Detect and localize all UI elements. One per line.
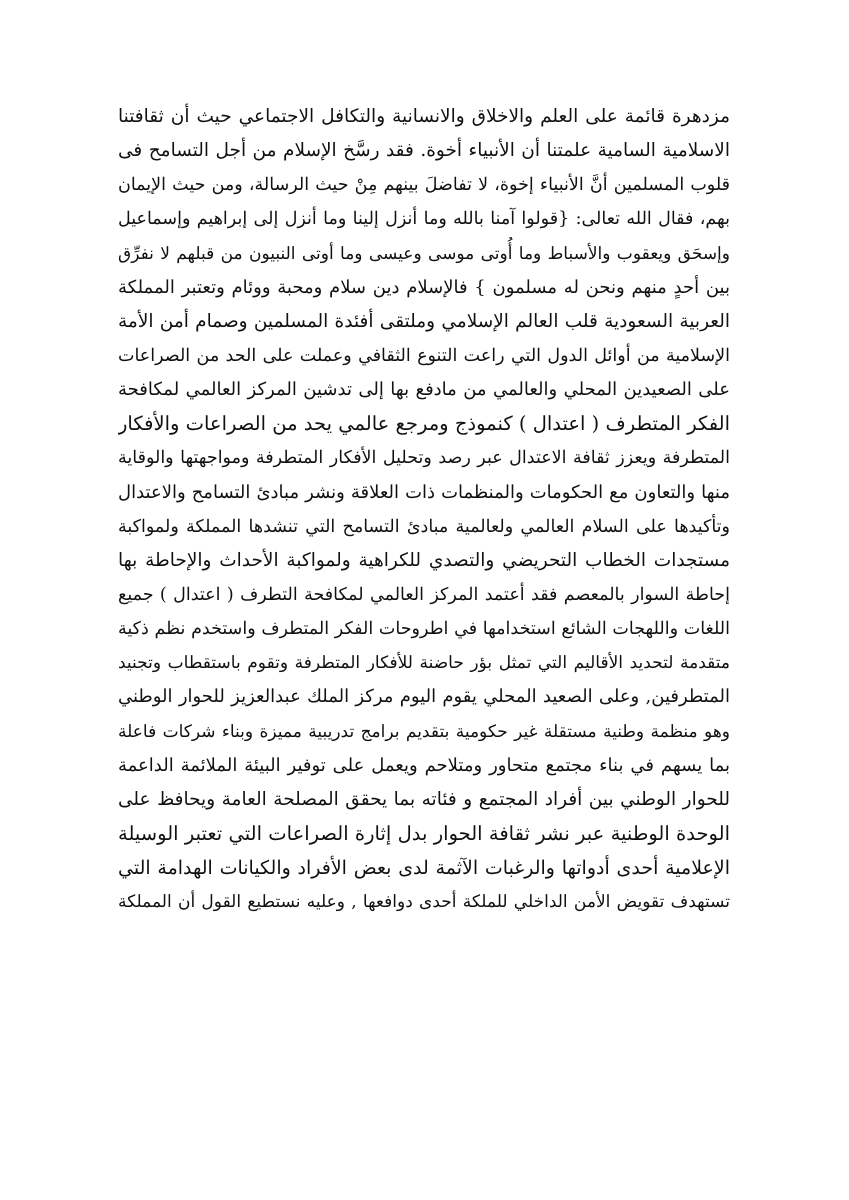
- text-line: الفكر المتطرف ( اعتدال ) كنموذج ومرجع عالمي يحد من الصراعات والأفكار: [118, 412, 730, 436]
- text-line: المتطرفين, وعلى الصعيد المحلي يقوم اليوم مركز الملك عبدالعزيز للحوار الوطني: [118, 686, 730, 708]
- text-line: بما يسهم في بناء مجتمع متحاور ومتلاحم ويعمل على توفير البيئة الملائمة الداعمة: [118, 754, 730, 776]
- text-line: متقدمة لتحديد الأقاليم التي تمثل بؤر حاضنة للأفكار المتطرفة وتقوم باستقطاب وتجنيد: [118, 653, 730, 674]
- text-line: إحاطة السوار بالمعصم فقد أعتمد المركز العالمي لمكافحة التطرف ( اعتدال ) جميع: [118, 584, 730, 605]
- text-line: وإسحَق ويعقوب والأسباط وما أُوتى موسى وعيسى وما أوتى النبيون من قبلهم لا نفرِّق: [118, 243, 730, 264]
- text-line: الوحدة الوطنية عبر نشر ثقافة الحوار بدل إثارة الصراعات التي تعتبر الوسيلة: [118, 821, 730, 845]
- text-line: قلوب المسلمين أنَّ الأنبياء إخوة، لا تفاضلَ بينهم مِنْ حيث الرسالة، ومن حيث الإيمان: [118, 175, 730, 196]
- text-line: اللغات واللهجات الشائع استخدامها في اطروحات الفكر المتطرف واستخدم نظم ذكية: [118, 619, 730, 640]
- text-line: الإعلامية أحدى أدواتها والرغبات الآثمة لدى بعض الأفراد والكيانات الهدامة التي: [118, 857, 730, 880]
- text-line: العربية السعودية قلب العالم الإسلامي وملتقى أفئدة المسلمين وصمام أمن الأمة: [118, 310, 730, 332]
- text-line: الاسلامية السامية علمتنا أن الأنبياء أخوة. فقد رسَّخ الإسلام من أجل التسامح فى: [118, 140, 730, 162]
- text-line: المتطرفة ويعزز ثقافة الاعتدال عبر رصد وتحليل الأفكار المتطرفة ومواجهتها والوقاية: [118, 448, 730, 469]
- text-line: بين أحدٍ منهم ونحن له مسلمون } فالإسلام دين سلام ومحبة ووئام وتعتبر المملكة: [118, 276, 730, 298]
- body-text: [118, 100, 730, 919]
- text-line: مستجدات الخطاب التحريضي والتصدي للكراهية ولمواكبة الأحداث والإحاطة بها: [118, 549, 730, 571]
- text-line: تستهدف تقويض الأمن الداخلي للملكة أحدى دوافعها , وعليه نستطيع القول أن المملكة: [118, 892, 730, 913]
- text-line: وهو منظمة وطنية مستقلة غير حكومية بتقديم برامج تدريبية مميزة وبناء شركات فاعلة: [118, 721, 730, 742]
- text-line: الإسلامية من أوائل الدول التي راعت التنوع الثقافي وعملت على الحد من الصراعات: [118, 345, 730, 366]
- text-line: مزدهرة قائمة على العلم والاخلاق والانسانية والتكافل الاجتماعي حيث أن ثقافتنا: [118, 106, 730, 127]
- text-line: بهم، فقال الله تعالى: {قولوا آمنا بالله وما أنزل إلينا وما أنزل إلى إبراهيم وإسماعيل: [118, 209, 730, 230]
- text-line: على الصعيدين المحلي والعالمي من مادفع بها إلى تدشين المركز العالمي لمكافحة: [118, 379, 730, 401]
- text-line: للحوار الوطني بين أفراد المجتمع و فئاته بما يحقق المصلحة العامة ويحافظ على: [118, 788, 730, 810]
- text-line: وتأكيدها على السلام العالمي ولعالمية مبادئ التسامح التي تنشدها المملكة ولمواكبة: [118, 516, 730, 537]
- text-line: منها والتعاون مع الحكومات والمنظمات ذات العلاقة ونشر مبادئ التسامح والاعتدال: [118, 481, 730, 503]
